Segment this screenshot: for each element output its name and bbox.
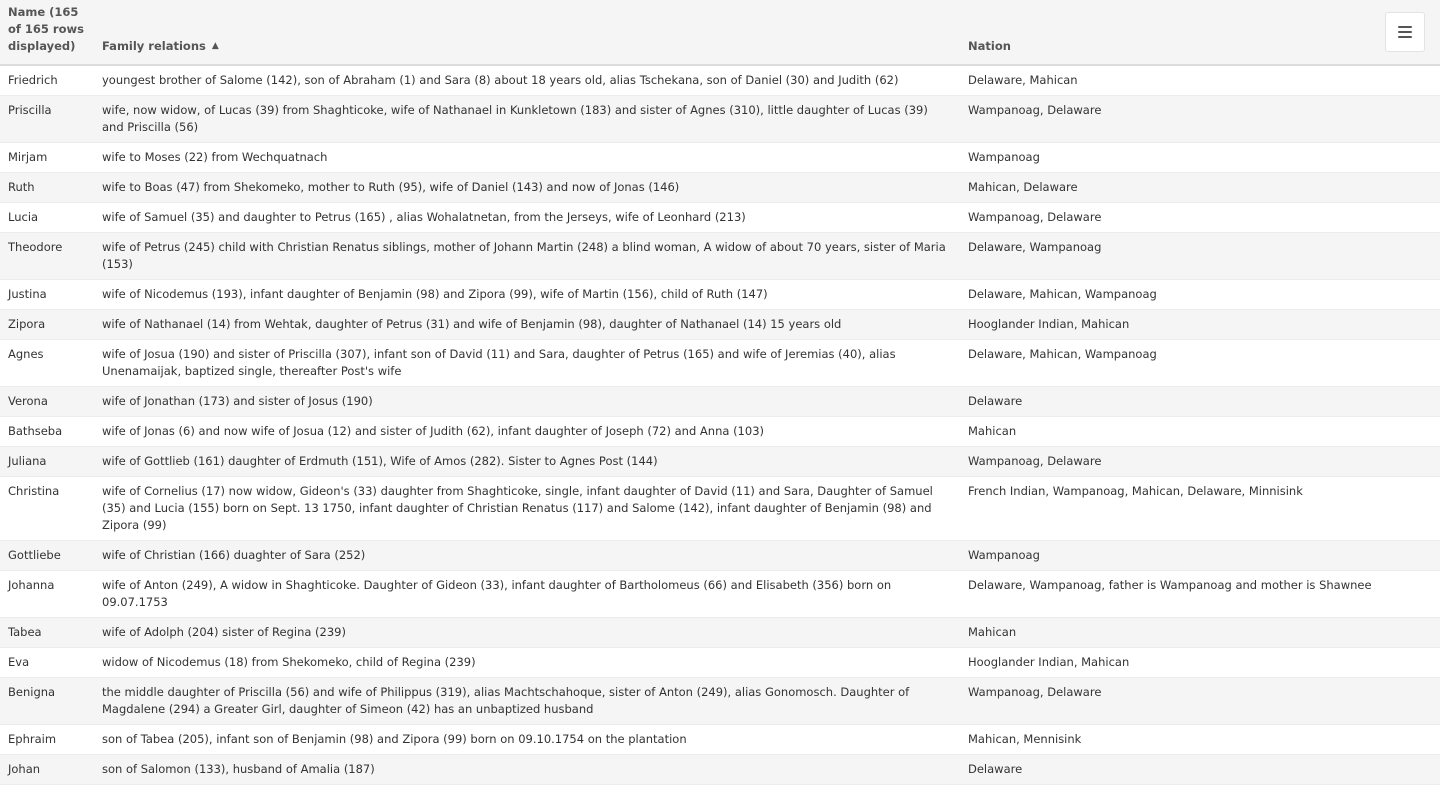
cell-family-relations: wife of Christian (166) duaghter of Sara (252) [94, 541, 960, 571]
table-row[interactable] [0, 340, 1440, 387]
table-menu-button[interactable] [1385, 12, 1425, 52]
cell-name: Juliana [0, 447, 94, 477]
cell-family-relations: wife to Moses (22) from Wechquatnach [94, 143, 960, 173]
cell-family-relations: son of Salomon (133), husband of Amalia (187) [94, 755, 960, 785]
cell-nation: Wampanoag, Delaware [960, 678, 1440, 725]
table-row[interactable] [0, 755, 1440, 785]
cell-family-relations: wife of Gottlieb (161) daughter of Erdmuth (151), Wife of Amos (282). Sister to Agnes Post (144) [94, 447, 960, 477]
column-header-family-relations[interactable] [94, 0, 960, 65]
cell-family-relations: wife of Samuel (35) and daughter to Petrus (165) , alias Wohalatnetan, from the Jerseys, wife of Leonhard (213) [94, 203, 960, 233]
cell-nation: Wampanoag, Delaware [960, 96, 1440, 143]
cell-name: Priscilla [0, 96, 94, 143]
cell-family-relations: wife of Anton (249), A widow in Shaghticoke. Daughter of Gideon (33), infant daughter of Bartholomeus (66) and Elisabeth (356) born on 09.07.1753 [94, 571, 960, 618]
cell-nation: Wampanoag, Delaware [960, 447, 1440, 477]
cell-nation: Delaware, Mahican, Wampanoag [960, 280, 1440, 310]
cell-nation: Mahican [960, 417, 1440, 447]
table-row[interactable] [0, 280, 1440, 310]
cell-name: Johanna [0, 571, 94, 618]
cell-name: Mirjam [0, 143, 94, 173]
cell-nation: Mahican [960, 618, 1440, 648]
cell-family-relations: wife of Cornelius (17) now widow, Gideon's (33) daughter from Shaghticoke, single, infant daughter of David (11) and Sara, Daughter of Samuel (35) and Lucia (155) born on Sept. 13 1750, infant daughter of Christian Renatus (117) and Salome (142), infant daughter of Benjamin (98) and Zipora (99) [94, 477, 960, 541]
hamburger-menu-icon [1398, 26, 1412, 38]
cell-family-relations: wife to Boas (47) from Shekomeko, mother to Ruth (95), wife of Daniel (143) and now of Jonas (146) [94, 173, 960, 203]
cell-name: Justina [0, 280, 94, 310]
cell-nation: Delaware, Wampanoag, father is Wampanoag and mother is Shawnee [960, 571, 1440, 618]
cell-nation: Delaware [960, 387, 1440, 417]
cell-family-relations: wife of Jonathan (173) and sister of Josus (190) [94, 387, 960, 417]
cell-family-relations: the middle daughter of Priscilla (56) and wife of Philippus (319), alias Machtschahoque, sister of Anton (249), alias Gonomosch. Daughter of Magdalene (294) a Greater Girl, daughter of Simeon (42) has an unbaptized husband [94, 678, 960, 725]
cell-name: Gottliebe [0, 541, 94, 571]
table-row[interactable] [0, 648, 1440, 678]
cell-nation: Delaware, Mahican [960, 65, 1440, 96]
cell-family-relations: wife of Petrus (245) child with Christian Renatus siblings, mother of Johann Martin (248) a blind woman, A widow of about 70 years, sister of Maria (153) [94, 233, 960, 280]
cell-name: Ruth [0, 173, 94, 203]
table-row[interactable] [0, 678, 1440, 725]
cell-nation: Wampanoag, Delaware [960, 203, 1440, 233]
cell-name: Bathseba [0, 417, 94, 447]
cell-name: Christina [0, 477, 94, 541]
table-row[interactable] [0, 417, 1440, 447]
table-row[interactable] [0, 203, 1440, 233]
cell-name: Theodore [0, 233, 94, 280]
cell-name: Johan [0, 755, 94, 785]
cell-name: Tabea [0, 618, 94, 648]
cell-family-relations: wife of Nicodemus (193), infant daughter of Benjamin (98) and Zipora (99), wife of Martin (156), child of Ruth (147) [94, 280, 960, 310]
table-row[interactable] [0, 447, 1440, 477]
cell-nation: Hooglander Indian, Mahican [960, 310, 1440, 340]
table-row[interactable] [0, 96, 1440, 143]
cell-name: Zipora [0, 310, 94, 340]
sort-up-icon: ▲ [211, 41, 219, 51]
cell-family-relations: wife, now widow, of Lucas (39) from Shaghticoke, wife of Nathanael in Kunkletown (183) and sister of Agnes (310), little daughter of Lucas (39) and Priscilla (56) [94, 96, 960, 143]
table-row[interactable] [0, 571, 1440, 618]
cell-nation: French Indian, Wampanoag, Mahican, Delaware, Minnisink [960, 477, 1440, 541]
cell-name: Eva [0, 648, 94, 678]
cell-family-relations: youngest brother of Salome (142), son of Abraham (1) and Sara (8) about 18 years old, alias Tschekana, son of Daniel (30) and Judith (62) [94, 65, 960, 96]
cell-name: Verona [0, 387, 94, 417]
column-header-name-label: Name (165 of 165 rows displayed) [8, 5, 84, 53]
cell-nation: Delaware, Wampanoag [960, 233, 1440, 280]
table-header-row [0, 0, 1440, 65]
cell-family-relations: widow of Nicodemus (18) from Shekomeko, child of Regina (239) [94, 648, 960, 678]
cell-nation: Delaware [960, 755, 1440, 785]
table-row[interactable] [0, 310, 1440, 340]
cell-nation: Wampanoag [960, 541, 1440, 571]
cell-name: Ephraim [0, 725, 94, 755]
column-header-nation-label: Nation [968, 39, 1011, 53]
table-body [0, 65, 1440, 785]
cell-name: Agnes [0, 340, 94, 387]
column-header-name[interactable] [0, 0, 94, 65]
cell-family-relations: wife of Jonas (6) and now wife of Josua (12) and sister of Judith (62), infant daughter of Joseph (72) and Anna (103) [94, 417, 960, 447]
table-row[interactable] [0, 65, 1440, 96]
table-row[interactable] [0, 725, 1440, 755]
table-row[interactable] [0, 233, 1440, 280]
table-row[interactable] [0, 541, 1440, 571]
cell-nation: Wampanoag [960, 143, 1440, 173]
cell-family-relations: son of Tabea (205), infant son of Benjamin (98) and Zipora (99) born on 09.10.1754 on the plantation [94, 725, 960, 755]
table-row[interactable] [0, 618, 1440, 648]
cell-name: Lucia [0, 203, 94, 233]
cell-family-relations: wife of Adolph (204) sister of Regina (239) [94, 618, 960, 648]
cell-nation: Mahican, Mennisink [960, 725, 1440, 755]
column-header-family-relations-label: Family relations [102, 39, 206, 53]
table-row[interactable] [0, 143, 1440, 173]
table-row[interactable] [0, 477, 1440, 541]
cell-name: Friedrich [0, 65, 94, 96]
cell-nation: Delaware, Mahican, Wampanoag [960, 340, 1440, 387]
column-header-nation[interactable] [960, 0, 1440, 65]
cell-nation: Mahican, Delaware [960, 173, 1440, 203]
cell-family-relations: wife of Nathanael (14) from Wehtak, daughter of Petrus (31) and wife of Benjamin (98), daughter of Nathanael (14) 15 years old [94, 310, 960, 340]
cell-nation: Hooglander Indian, Mahican [960, 648, 1440, 678]
table-row[interactable] [0, 387, 1440, 417]
cell-name: Benigna [0, 678, 94, 725]
cell-family-relations: wife of Josua (190) and sister of Priscilla (307), infant son of David (11) and Sara, daughter of Petrus (165) and wife of Jeremias (40), alias Unenamaijak, baptized single, thereafter Post's wife [94, 340, 960, 387]
table-row[interactable] [0, 173, 1440, 203]
